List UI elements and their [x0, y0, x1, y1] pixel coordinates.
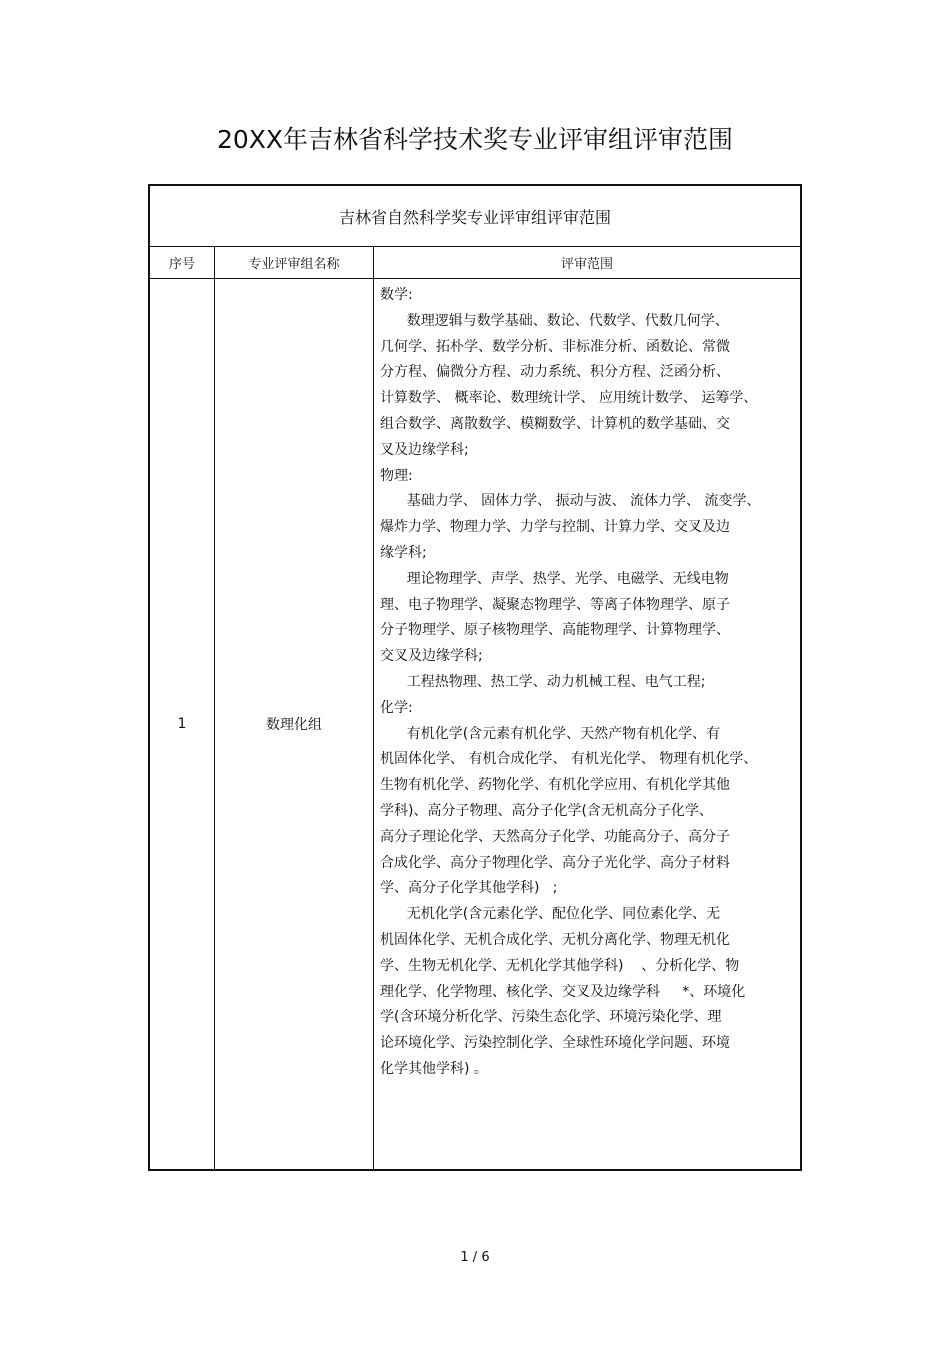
header-scope: 评审范围 [560, 256, 613, 272]
scope-line: 合成化学、高分子物理化学、高分子光化学、高分子材料 [380, 854, 730, 871]
scope-line: 机固体化学、 有机合成化学、 有机光化学、 物理有机化学、 [380, 751, 758, 768]
scope-line: 无机化学(含元素化学、配位化学、同位素化学、无 [380, 906, 721, 923]
header-index: 序号 [150, 246, 215, 278]
scope-line: 计算数学、 概率论、数理统计学、 应用统计数学、 运筹学、 [380, 390, 758, 407]
scope-table [148, 184, 802, 1171]
scope-line: 爆炸力学、物理力学、力学与控制、计算力学、交叉及边 [380, 519, 730, 536]
header-group-name: 专业评审组名称 [215, 246, 374, 278]
scope-line: 化学其他学科) 。 [380, 1060, 488, 1077]
scope-line: 交叉及边缘学科; [380, 648, 483, 665]
scope-line: 理化学、化学物理、核化学、交叉及边缘学科 *、环境化 [380, 983, 746, 1000]
row-group-name: 数理化组 [215, 279, 374, 1169]
scope-line: 理、电子物理学、凝聚态物理学、等离子体物理学、原子 [380, 596, 730, 613]
scope-line: 学、高分子化学其他学科) ; [380, 880, 558, 897]
scope-line: 机固体化学、无机合成化学、无机分离化学、物理无机化 [380, 931, 730, 948]
scope-line: 叉及边缘学科; [380, 441, 469, 458]
scope-line: 学科)、高分子物理、高分子化学(含无机高分子化学、 [380, 802, 713, 819]
scope-line: 论环境化学、污染控制化学、全球性环境化学问题、环境 [380, 1035, 730, 1052]
scope-line: 高分子理论化学、天然高分子化学、功能高分子、高分子 [380, 828, 730, 845]
table-row [150, 279, 800, 1169]
page-number: 1 / 6 [460, 1250, 490, 1265]
scope-line: 分子物理学、原子核物理学、高能物理学、计算物理学、 [380, 622, 730, 639]
scope-line: 化学: [380, 699, 413, 716]
row-index: 1 [150, 279, 215, 1169]
page-title: 20XX年吉林省科学技术奖专业评审组评审范围 [216, 125, 734, 154]
scope-line: 生物有机化学、药物化学、有机化学应用、有机化学其他 [380, 777, 730, 794]
scope-line: 理论物理学、声学、热学、光学、电磁学、无线电物 [380, 570, 729, 587]
scope-line: 学、生物无机化学、无机化学其他学科) 、分析化学、物 [380, 957, 740, 974]
scope-line: 数学: [380, 287, 413, 303]
table-caption: 吉林省自然科学奖专业评审组评审范围 [150, 186, 800, 247]
scope-line: 基础力学、 固体力学、 振动与波、 流体力学、 流变学、 [380, 493, 761, 510]
scope-line: 数理逻辑与数学基础、数论、代数学、代数几何学、 [380, 312, 729, 329]
row-scope [380, 283, 792, 1169]
scope-line: 学(含环境分析化学、污染生态化学、环境污染化学、理 [380, 1009, 722, 1026]
scope-line: 几何学、拓朴学、数学分析、非标准分析、函数论、常微 [380, 338, 730, 355]
scope-line: 组合数学、离散数学、模糊数学、计算机的数学基础、交 [380, 415, 730, 432]
scope-line: 有机化学(含元素有机化学、天然产物有机化学、有 [380, 725, 721, 742]
scope-line: 工程热物理、热工学、动力机械工程、电气工程; [380, 673, 706, 690]
scope-line: 物理: [380, 467, 413, 484]
table-header-row [150, 246, 800, 279]
scope-line: 分方程、偏微分方程、动力系统、积分方程、泛函分析、 [380, 364, 730, 381]
scope-line: 缘学科; [380, 544, 427, 561]
